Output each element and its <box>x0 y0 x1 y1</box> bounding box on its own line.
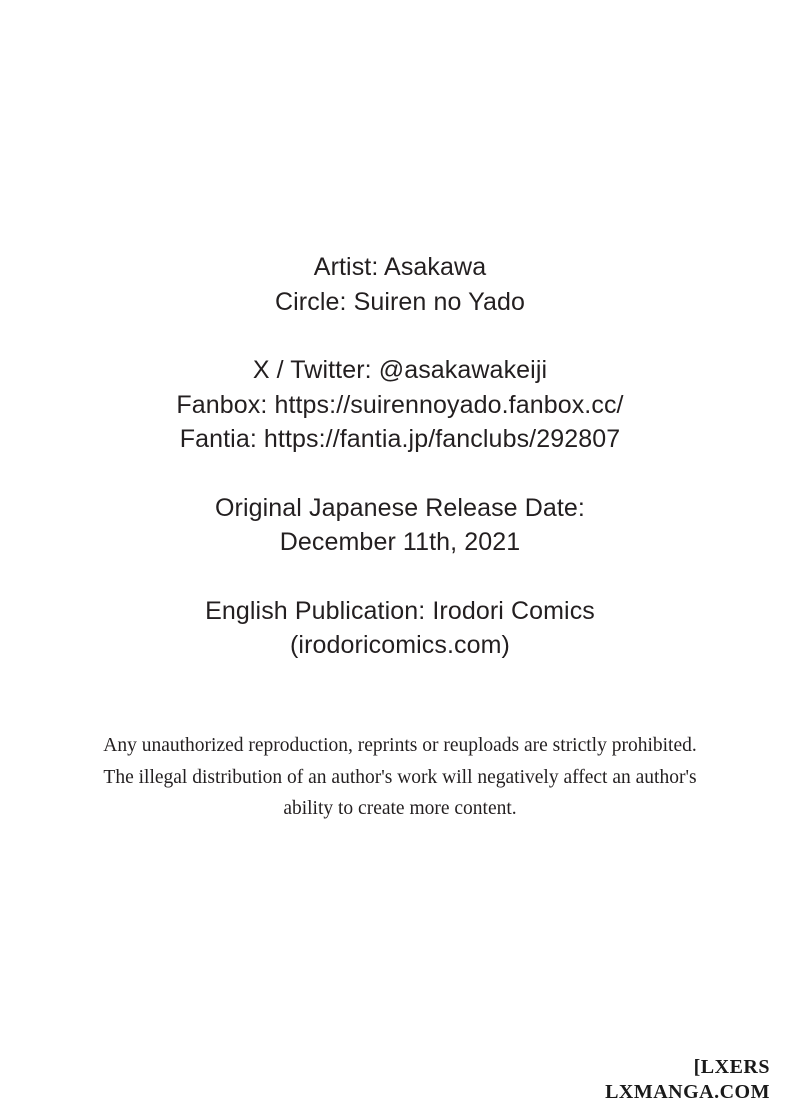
fantia-line: Fantia: https://fantia.jp/fanclubs/292807 <box>179 425 621 453</box>
notice-line-2: The illegal distribution of an author's work will negatively affect an author's <box>103 766 697 788</box>
artist-block <box>0 250 800 319</box>
release-date-block <box>0 491 800 560</box>
twitter-line: X / Twitter: @asakawakeiji <box>252 356 548 384</box>
publisher-block <box>0 594 800 663</box>
credits-section <box>0 250 800 663</box>
watermark-tag: [LXERS <box>693 1056 770 1078</box>
artist-name-line: Artist: Asakawa <box>313 253 487 281</box>
fanbox-line: Fanbox: https://suirennoyado.fanbox.cc/ <box>176 390 624 419</box>
release-date-value: December 11th, 2021 <box>279 528 521 556</box>
links-block <box>0 353 800 457</box>
publisher-site-line: (irodoricomics.com) <box>290 631 510 659</box>
site-watermark <box>605 1055 770 1105</box>
circle-name-line: Circle: Suiren no Yado <box>274 287 526 316</box>
release-date-label: Original Japanese Release Date: <box>215 493 585 522</box>
copyright-notice <box>50 730 750 825</box>
notice-line-1: Any unauthorized reproduction, reprints or reuploads are strictly prohibited. <box>103 735 697 756</box>
watermark-domain: LXMANGA.COM <box>605 1081 770 1103</box>
notice-line-3: ability to create more content. <box>283 798 517 820</box>
publisher-line: English Publication: Irodori Comics <box>205 596 595 625</box>
